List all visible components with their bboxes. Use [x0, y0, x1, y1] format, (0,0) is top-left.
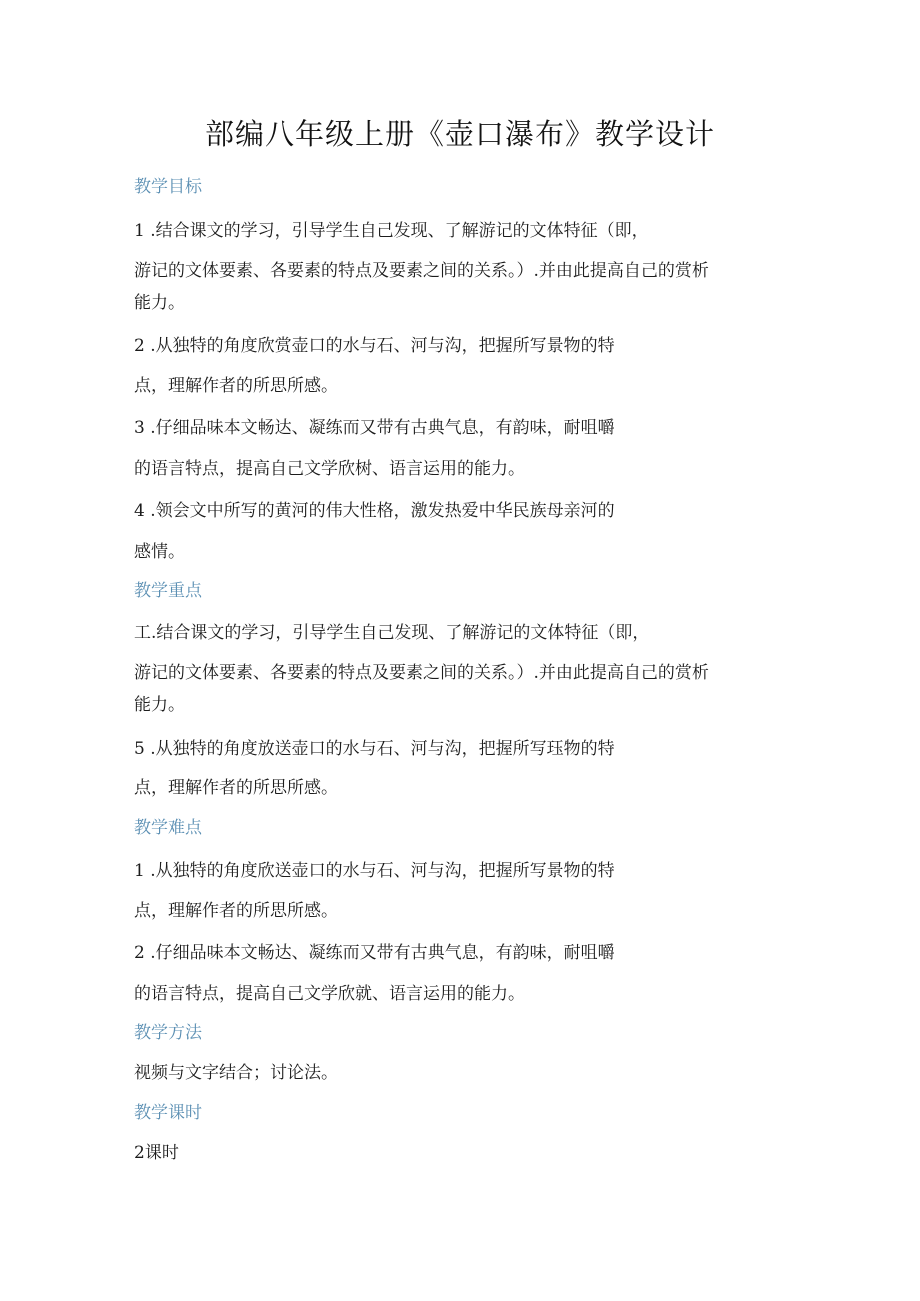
paragraph-line: 能力。	[134, 695, 185, 715]
paragraph-line: 视频与文字结合；讨论法。	[134, 1063, 338, 1083]
section-heading-difficulties: 教学难点	[134, 818, 202, 838]
paragraph-line: 5 .从独特的角度放送壶口的水与石、河与沟，把握所写珏物的特	[134, 739, 615, 759]
section-heading-key-points: 教学重点	[134, 581, 202, 601]
paragraph-line: 的语言特点，提高自己文学欣树、语言运用的能力。	[134, 459, 525, 479]
paragraph-line: 1 .结合课文的学习，引导学生自己发现、了解游记的文体特征（即，	[134, 221, 649, 241]
document-title: 部编八年级上册《壶口瀑布》教学设计	[204, 117, 715, 151]
paragraph-line: 4 .领会文中所写的黄河的伟大性格，激发热爱中华民族母亲河的	[134, 501, 615, 521]
paragraph-line: 3 .仔细品味本文畅达、凝练而又带有古典气息，有韵味，耐咀嚼	[134, 418, 615, 438]
paragraph-line: 游记的文体要素、各要素的特点及要素之间的关系。）.并由此提高自己的赏析	[134, 663, 709, 683]
paragraph-line: 的语言特点，提高自己文学欣就、语言运用的能力。	[134, 984, 525, 1004]
paragraph-line: 2 .从独特的角度欣赏壶口的水与石、河与沟，把握所写景物的特	[134, 336, 615, 356]
section-heading-objectives: 教学目标	[134, 177, 202, 197]
paragraph-line: 感情。	[134, 542, 185, 562]
section-heading-methods: 教学方法	[134, 1023, 202, 1043]
paragraph-line: 点，理解作者的所思所感。	[134, 901, 338, 921]
section-heading-periods: 教学课时	[134, 1103, 202, 1123]
paragraph-line: 2课时	[134, 1143, 179, 1163]
paragraph-line: 2 .仔细品味本文畅达、凝练而又带有古典气息，有韵味，耐咀嚼	[134, 943, 615, 963]
paragraph-line: 能力。	[134, 293, 185, 313]
paragraph-line: 点，理解作者的所思所感。	[134, 778, 338, 798]
paragraph-line: 1 .从独特的角度欣送壶口的水与石、河与沟，把握所写景物的特	[134, 861, 615, 881]
paragraph-line: 游记的文体要素、各要素的特点及要素之间的关系。）.并由此提高自己的赏析	[134, 261, 709, 281]
paragraph-line: 点，理解作者的所思所感。	[134, 376, 338, 396]
paragraph-line: 工.结合课文的学习，引导学生自己发现、了解游记的文体特征（即，	[134, 623, 650, 643]
